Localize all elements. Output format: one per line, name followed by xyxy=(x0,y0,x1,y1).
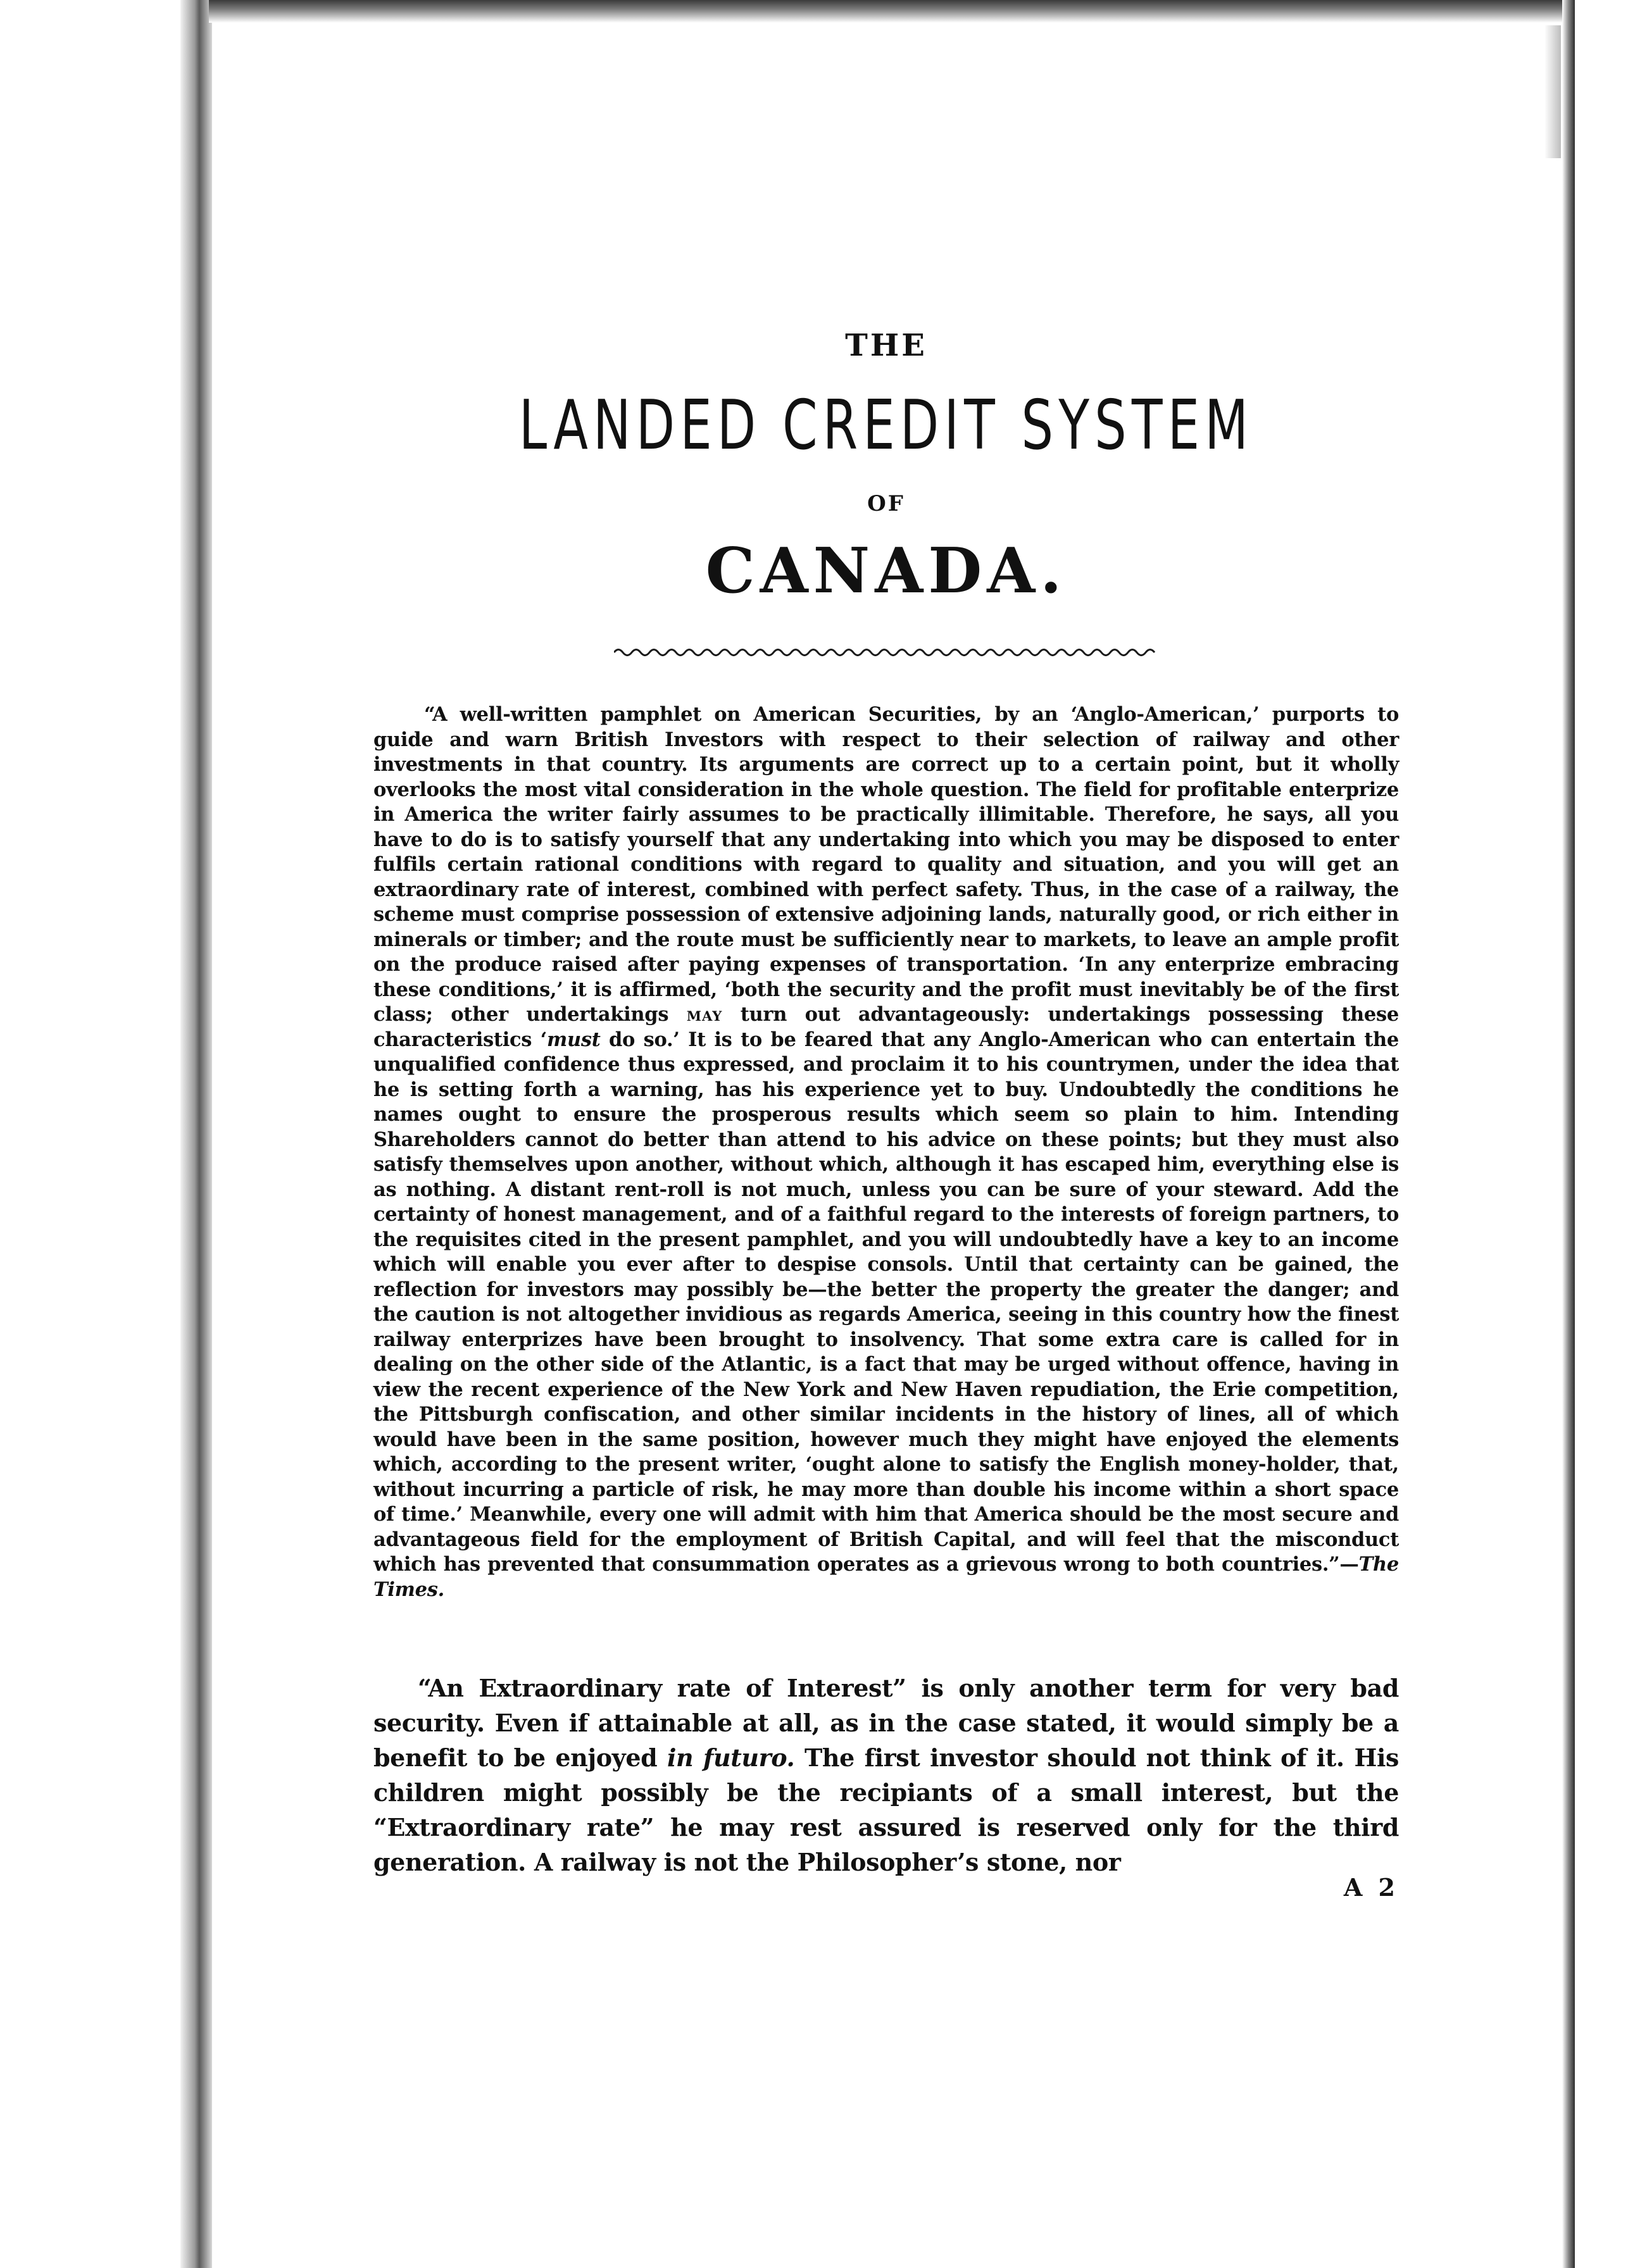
quote-must: must xyxy=(546,1028,601,1051)
page-right-edge xyxy=(1562,0,1575,2268)
body-paragraph xyxy=(373,1671,1399,1879)
times-quotation xyxy=(373,702,1399,1602)
title-of: OF xyxy=(867,491,905,516)
body-in-futuro: in futuro. xyxy=(667,1743,795,1772)
signature-mark: A 2 xyxy=(1343,1873,1399,1902)
quote-text-2: turn out advantageously: undertakings possessing these characteristics ‘ xyxy=(373,1003,1399,1051)
facing-page-margin xyxy=(0,0,190,2268)
title-page xyxy=(373,0,1399,2268)
quote-source: The Times. xyxy=(373,1553,1399,1601)
decorative-wavy-rule xyxy=(614,645,1158,659)
title-the: THE xyxy=(845,328,927,363)
quote-may: may xyxy=(686,1003,723,1026)
page-corner-shadow xyxy=(1544,25,1561,158)
body-text-2: The first investor should not think of it. His children might possibly be the recipiants of a small interest, but the “Extraordinary rate” he may rest assured is reserved only for the third generation. A railway is not the Philosopher’s stone, nor xyxy=(373,1743,1399,1876)
quote-text-3: do so.’ It is to be feared that any Anglo-American who can entertain the unqualified confidence thus expressed, and proclaim it to his countrymen, under the idea that he is setting forth a warning, has his experience yet to buy. Undoubtedly the conditions he names ought to ensure the prosperous results which seem so plain to him. Intending Shareholders cannot do better than attend to his advice on these points; but they must also satisfy themselves upon another, without which, although it has escaped him, everything else is as nothing. A distant rent-roll is not much, unless you can be sure of your steward. Add the certainty of honest management, and of a faithful regard to the interests of foreign partners, to the requisites cited in the present pamphlet, and you will undoubtedly have a key to an income which will enable you ever after to despise consols. Until that certainty can be gained, the reflection for investors may possibly be—the better the property the greater the danger; and the caution is not altogether invidious as regards America, seeing in this country how the finest railway enterprizes have been brought to insolvency. That some extra care is called for in dealing on the other side of the Atlantic, is a fact that may be urged without offence, having in view the recent experience of the New York and New Haven repudiation, the Erie competition, the Pittsburgh confiscation, and other similar incidents in the history of lines, all of which would have been in the same position, however much they might have enjoyed the elements which, according to the present writer, ‘ought alone to satisfy the English money-holder, that, without incurring a particle of risk, he may more than double his income within a short space of time.’ Meanwhile, every one will admit with him that America should be the most secure and advantageous field for the employment of British Capital, and will feel that the misconduct which has prevented that consummation operates as a grievous wrong to both countries.”— xyxy=(373,1028,1399,1576)
title-main: LANDED CREDIT SYSTEM xyxy=(518,386,1254,465)
scan-right-margin xyxy=(1575,0,1628,2268)
body-text-1: “An Extraordinary rate of Interest” is only another term for very bad security. Even if attainable at all, as in the case stated, it would simply be a benefit to be enjoyed xyxy=(373,1674,1399,1772)
quote-text-1: “A well-written pamphlet on American Securities, by an ‘Anglo-American,’ purports to guide and warn British Investors with respect to their selection of railway and other investments in that country. Its arguments are correct up to a certain point, but it wholly overlooks the most vital consideration in the whole question. The field for profitable enterprize in America the writer fairly assumes to be practically illimitable. Therefore, he says, all you have to do is to satisfy yourself that any undertaking into which you may be disposed to enter fulfils certain rational conditions with regard to quality and situation, and you will get an extraordinary rate of interest, combined with perfect safety. Thus, in the case of a railway, the scheme must comprise possession of extensive adjoining lands, naturally good, or rich either in minerals or timber; and the route must be sufficiently near to markets, to leave an ample profit on the produce raised after paying expenses of transportation. ‘In any enterprize embracing these conditions,’ it is affirmed, ‘both the security and the profit must inevitably be of the first class; other undertakings xyxy=(373,703,1399,1026)
title-country: CANADA. xyxy=(705,535,1067,608)
book-gutter xyxy=(180,0,212,2268)
